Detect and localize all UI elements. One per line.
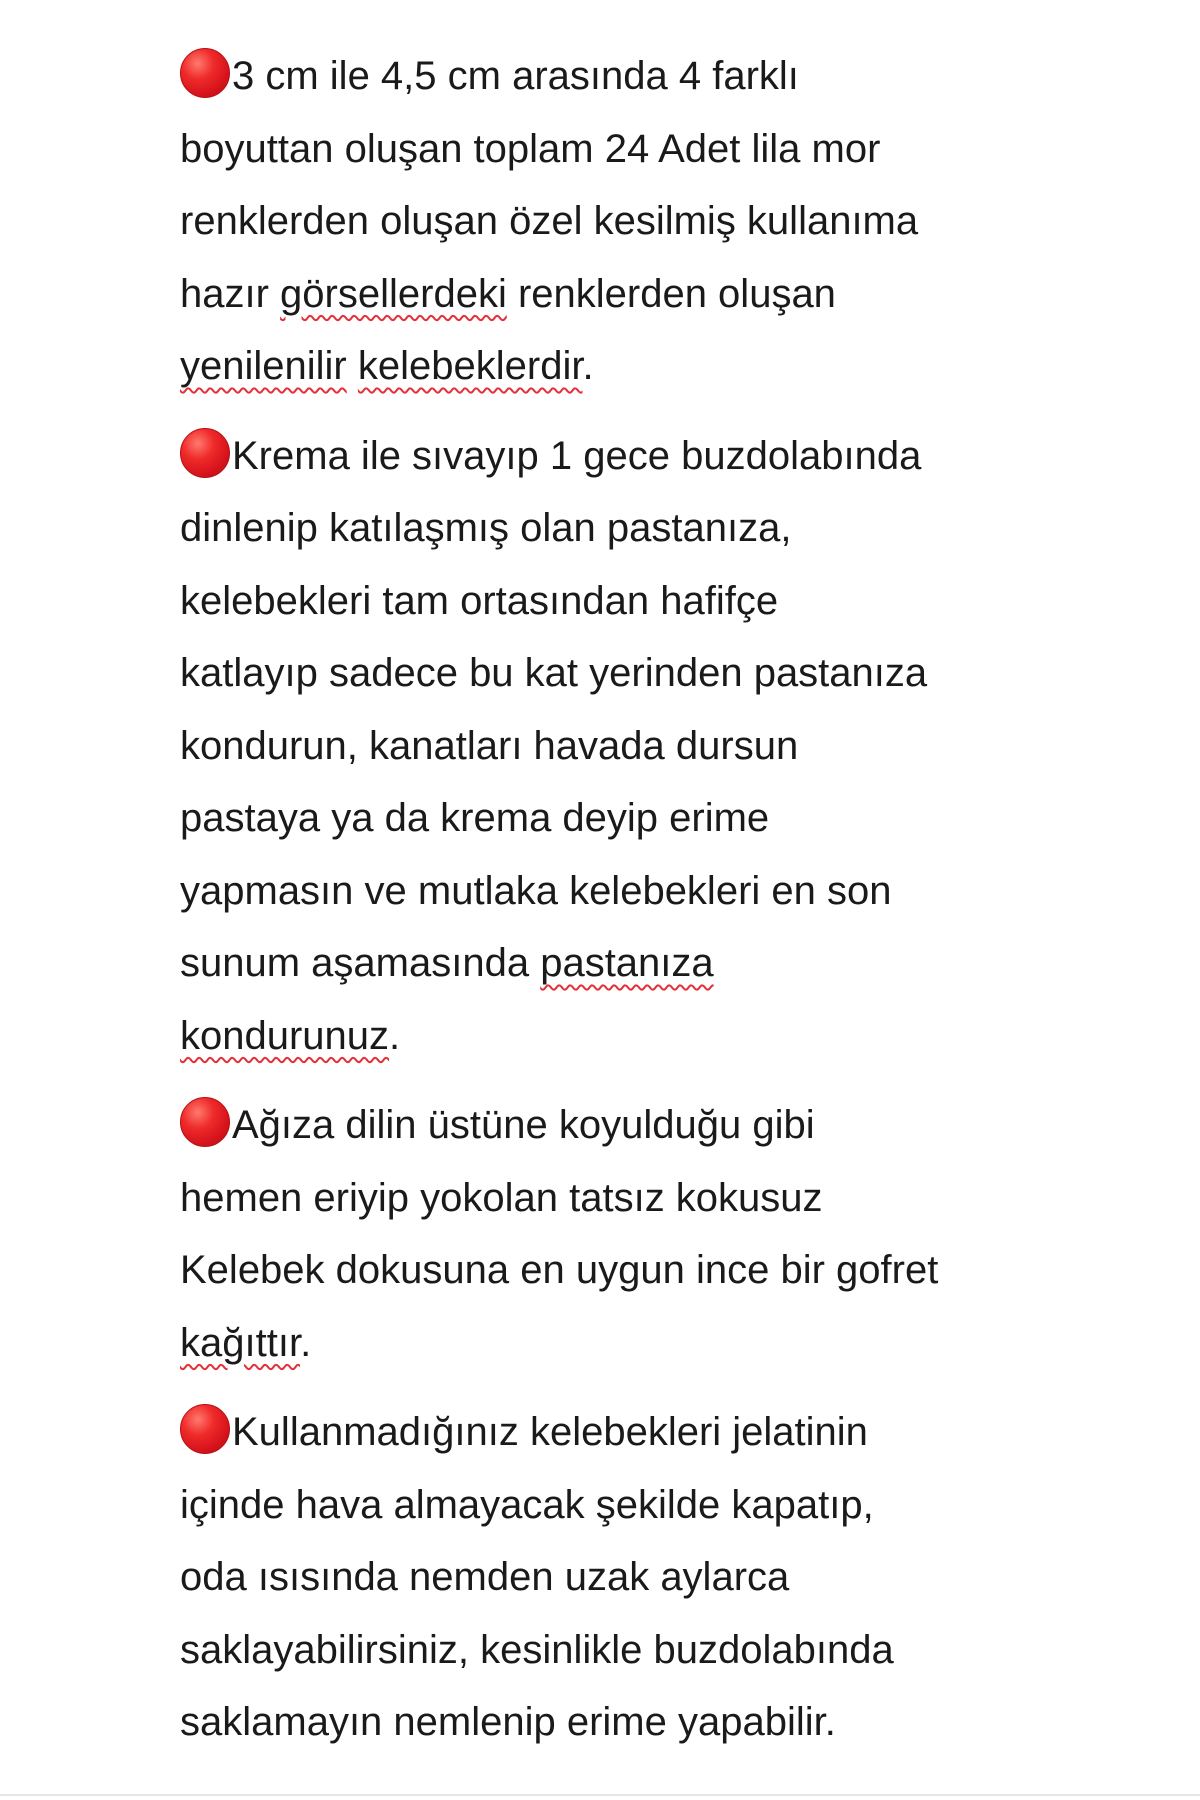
red-circle-icon: [180, 428, 230, 478]
text-run: Kelebek dokusuna en uygun ince bir gofret: [180, 1248, 939, 1292]
paragraph: [180, 1396, 1080, 1759]
text-line: [180, 492, 1080, 565]
red-circle-icon: [180, 48, 230, 98]
text-line: [180, 330, 1080, 403]
text-line: [180, 565, 1080, 638]
divider: [0, 1794, 1200, 1796]
text-run: hemen eriyip yokolan tatsız kokusuz: [180, 1175, 823, 1220]
text-run: kelebekleri tam ortasından hafifçe: [180, 578, 779, 623]
text-run: saklamayın nemlenip erime yapabilir.: [180, 1700, 836, 1744]
misspelled-word: görsellerdeki: [280, 271, 507, 316]
text-line: [180, 1686, 1080, 1759]
misspelled-word: kondurunuz: [180, 1013, 390, 1058]
text-run: renklerden oluşan: [506, 271, 836, 316]
misspelled-word: yenilenilir: [180, 344, 347, 388]
text-line: [180, 710, 1080, 783]
text-run: kondurun, kanatları havada dursun: [180, 723, 799, 768]
text-run: içinde hava almayacak şekilde kapatıp,: [180, 1482, 874, 1527]
text-run: dinlenip katılaşmış olan pastanıza,: [180, 506, 792, 550]
text-run: Kullanmadığınız kelebekleri jelatinin: [232, 1410, 868, 1454]
text-line: [180, 40, 1080, 113]
text-run: 3 cm ile 4,5 cm arasında 4 farklı: [232, 54, 799, 98]
text-line: [180, 1000, 1080, 1073]
text-run: Ağıza dilin üstüne koyulduğu gibi: [232, 1103, 815, 1147]
document-body: [180, 40, 1080, 1776]
paragraph: [180, 1089, 1080, 1379]
red-circle-icon: [180, 1404, 230, 1454]
text-line: [180, 258, 1080, 331]
misspelled-word: pastanıza: [540, 941, 714, 985]
text-line: [180, 420, 1080, 493]
text-line: [180, 1614, 1080, 1687]
text-run: yapmasın ve mutlaka kelebekleri en son: [180, 868, 892, 913]
paragraph: [180, 420, 1080, 1073]
text-run: boyuttan oluşan toplam 24 Adet lila mor: [180, 126, 881, 171]
text-run: .: [300, 1320, 312, 1365]
text-line: [180, 1541, 1080, 1614]
text-line: [180, 927, 1080, 1000]
text-line: [180, 1469, 1080, 1542]
text-run: sunum aşamasında: [180, 941, 541, 985]
text-line: [180, 1396, 1080, 1469]
paragraph: [180, 40, 1080, 403]
text-run: katlayıp sadece bu kat yerinden pastanıza: [180, 651, 928, 695]
red-circle-icon: [180, 1097, 230, 1147]
text-line: [180, 1307, 1080, 1380]
misspelled-word: kağıttır: [180, 1320, 301, 1365]
text-run: hazır: [180, 271, 281, 316]
text-run: pastaya ya da krema deyip erime: [180, 796, 770, 840]
text-line: [180, 185, 1080, 258]
text-run: Krema ile sıvayıp 1 gece buzdolabında: [232, 433, 922, 478]
text-run: .: [582, 344, 594, 388]
text-run: .: [389, 1013, 401, 1058]
text-line: [180, 637, 1080, 710]
text-run: renklerden oluşan özel kesilmiş kullanıma: [180, 199, 919, 243]
text-line: [180, 1234, 1080, 1307]
text-line: [180, 113, 1080, 186]
text-line: [180, 782, 1080, 855]
text-run: saklayabilirsiniz, kesinlikle buzdolabında: [180, 1627, 894, 1672]
text-line: [180, 1089, 1080, 1162]
text-line: [180, 855, 1080, 928]
text-run: [347, 344, 358, 388]
text-run: oda ısısında nemden uzak aylarca: [180, 1555, 790, 1599]
text-line: [180, 1162, 1080, 1235]
misspelled-word: kelebeklerdir: [357, 344, 583, 388]
